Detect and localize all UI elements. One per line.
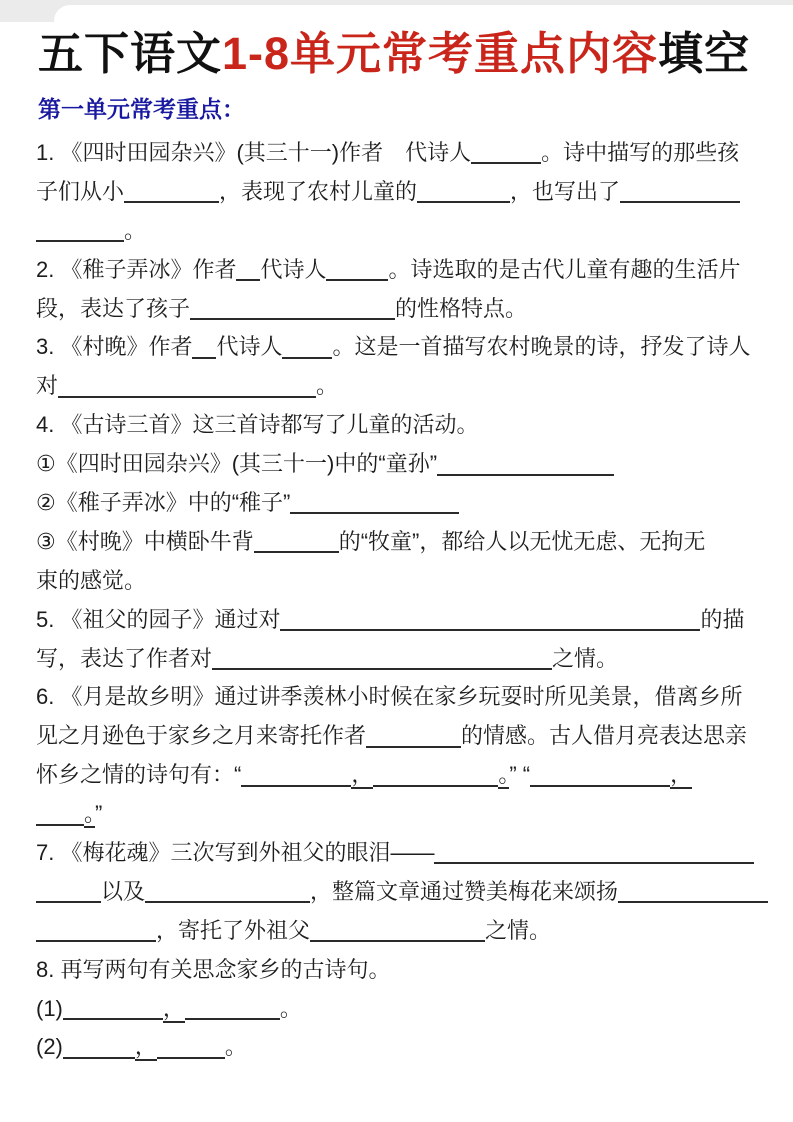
line-text: ，寄托了外祖父 [156, 917, 311, 943]
worksheet-line [36, 756, 789, 795]
line-text: 。 [124, 217, 147, 243]
fill-in-blank-line [157, 1034, 225, 1059]
fill-in-blank-line [241, 762, 351, 787]
fill-in-blank-line [192, 334, 216, 359]
line-text: ，表现了农村儿童的 [219, 178, 418, 204]
line-text: ②《稚子弄冰》中的“稚子” [36, 490, 291, 516]
fill-in-blank-line [63, 1034, 135, 1059]
fill-in-blank-line [366, 723, 461, 748]
worksheet-line [36, 406, 789, 445]
fill-in-blank-line [190, 295, 395, 320]
title-black-prefix: 五下语文 [38, 28, 223, 79]
worksheet-line [36, 873, 789, 912]
line-text: 7. 《梅花魂》三次写到外祖父的眼泪—— [36, 840, 435, 866]
worksheet-line [36, 484, 789, 523]
line-text: 段，表达了孩子 [36, 295, 191, 321]
line-text: 。诗中描写的那些孩 [541, 140, 740, 165]
line-text: ” [95, 801, 103, 827]
worksheet-line [36, 678, 789, 717]
line-text: ③《村晚》中横卧牛背 [36, 528, 254, 554]
line-text: 之情。 [552, 645, 619, 671]
worksheet-line [36, 290, 789, 329]
fill-in-blank-line [417, 178, 510, 203]
line-text: 8. 再写两句有关思念家乡的古诗句。 [36, 956, 391, 982]
worksheet-line [36, 795, 789, 834]
fill-in-blank-line [236, 256, 260, 281]
line-text: 5. 《祖父的园子》通过对 [36, 606, 281, 632]
line-text: 之情。 [485, 917, 552, 943]
line-text: 。 [224, 1034, 247, 1060]
line-text: 代诗人 [216, 334, 283, 360]
worksheet-line [36, 601, 789, 640]
fill-in-blank-line [58, 373, 316, 398]
line-text: 对 [36, 373, 59, 399]
worksheet-line [36, 251, 789, 290]
worksheet-line [36, 212, 789, 251]
fill-in-blank-line [310, 917, 485, 942]
line-text: 。 [279, 995, 302, 1021]
line-text: 。这是一首描写农村晚景的诗，抒发了诗人 [332, 334, 751, 360]
fill-in-blank-line [145, 878, 310, 903]
line-text: 怀乡之情的诗句有：“ [36, 762, 242, 788]
worksheet-line [36, 562, 789, 601]
worksheet-line [36, 445, 789, 484]
line-text: ” “ [509, 762, 531, 788]
line-text: 。诗选取的是古代儿童有趣的生活片 [388, 256, 741, 282]
line-text: 以及 [101, 878, 146, 904]
fill-in-blank-line [36, 217, 124, 242]
fill-in-blank-line [471, 139, 541, 164]
rounded-card-corner [54, 5, 793, 22]
worksheet-line [36, 523, 789, 562]
line-text: 见之月逊色于家乡之月来寄托作者 [36, 723, 367, 749]
line-text: 代诗人 [260, 256, 327, 282]
line-text: 。 [316, 373, 339, 399]
fill-in-blank-line [434, 839, 754, 864]
fill-in-blank-line [437, 450, 614, 475]
worksheet-line [36, 134, 789, 173]
fill-in-blank-line [373, 762, 498, 787]
fill-in-blank-line [36, 800, 84, 825]
line-text: 2. 《稚子弄冰》作者 [36, 256, 237, 282]
line-text: 1. 《四时田园杂兴》(其三十一)作者 代诗人 [36, 140, 472, 165]
fill-in-blank-line [530, 762, 670, 787]
top-background-strip [0, 0, 793, 22]
line-text: 写，表达了作者对 [36, 645, 213, 671]
line-text: 6. 《月是故乡明》通过讲季羡林小时候在家乡玩耍时所见美景，借离乡所 [36, 684, 743, 710]
title-black-suffix: 填空 [658, 28, 751, 79]
line-text: 的描 [700, 606, 745, 632]
worksheet-line [36, 834, 789, 873]
punctuation-on-blank: ， [351, 762, 374, 788]
punctuation-on-blank: 。 [84, 801, 96, 827]
section-header: 第一单元常考重点： [38, 96, 245, 122]
fill-in-blank-line [618, 878, 768, 903]
line-text: (2) [36, 1034, 63, 1060]
worksheet-line [36, 640, 789, 679]
worksheet-line [36, 717, 789, 756]
line-text: 的“牧童”，都给人以无忧无虑、无拘无 [338, 528, 706, 554]
fill-in-blank-line [36, 878, 101, 903]
line-text: ，整篇文章通过赞美梅花来颂扬 [310, 878, 619, 904]
punctuation-on-blank: ， [162, 995, 185, 1021]
worksheet-line [36, 328, 789, 367]
worksheet-line [36, 951, 789, 990]
fill-in-blank-line [254, 528, 339, 553]
fill-in-blank-line [280, 606, 700, 631]
worksheet-line [36, 912, 789, 951]
line-text: 4. 《古诗三首》这三首诗都写了儿童的活动。 [36, 412, 479, 438]
line-text: 的情感。古人借月亮表达思亲 [461, 723, 748, 749]
worksheet-line [36, 1028, 789, 1067]
line-text: 束的感觉。 [36, 567, 147, 593]
punctuation-on-blank: ， [670, 762, 693, 788]
fill-in-blank-line [63, 995, 163, 1020]
line-text: ①《四时田园杂兴》(其三十一)中的“童孙” [36, 451, 438, 477]
worksheet-line [36, 367, 789, 406]
fill-in-blank-line [282, 334, 332, 359]
punctuation-on-blank: ， [134, 1034, 157, 1060]
fill-in-blank-line [36, 917, 156, 942]
line-text: 子们从小 [36, 178, 125, 204]
worksheet-line [36, 173, 789, 212]
title-red-highlight: 1-8单元常考重点内容 [222, 28, 659, 79]
page-title [38, 28, 793, 80]
fill-in-blank-line [212, 645, 552, 670]
punctuation-on-blank: 。 [498, 762, 510, 788]
fill-in-blank-line [290, 489, 459, 514]
worksheet-body [0, 124, 793, 1067]
line-text: 3. 《村晚》作者 [36, 334, 193, 360]
line-text: ，也写出了 [510, 178, 621, 204]
fill-in-blank-line [326, 256, 388, 281]
fill-in-blank-line [124, 178, 219, 203]
fill-in-blank-line [620, 178, 740, 203]
line-text: (1) [36, 995, 63, 1021]
line-text: 的性格特点。 [395, 295, 528, 321]
worksheet-line [36, 990, 789, 1029]
fill-in-blank-line [185, 995, 280, 1020]
